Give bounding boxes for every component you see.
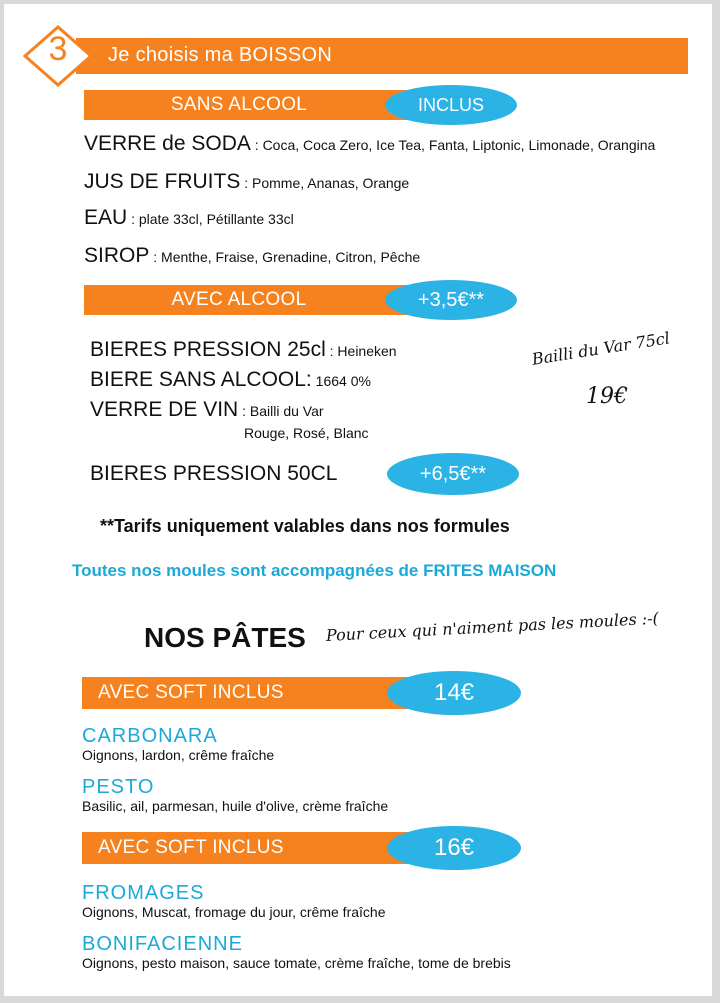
pates-group2-price: 16€ (387, 826, 521, 870)
item-name: SIROP (84, 244, 150, 267)
section-number: 3 (48, 30, 68, 68)
pasta-desc: Oignons, Muscat, fromage du jour, crême fraîche (82, 904, 386, 920)
item-desc: : Coca, Coca Zero, Ice Tea, Fanta, Liptonic, Limonade, Orangina (250, 137, 656, 153)
avec-alcool-item-1 (90, 338, 397, 362)
item-name: VERRE DE VIN (90, 398, 239, 421)
pasta-name: CARBONARA (82, 725, 218, 747)
item-name: VERRE de SODA (84, 132, 251, 155)
item-name: BIERE SANS ALCOOL: (90, 368, 312, 391)
item-desc: : Bailli du Var (238, 403, 324, 419)
avec-alcool-badge: +3,5€** (385, 280, 517, 320)
extra-item: BIERES PRESSION 50CL (90, 462, 338, 485)
pates-group1-price: 14€ (387, 671, 521, 715)
section-title: Je choisis ma BOISSON (108, 44, 333, 66)
item-desc: : Heineken (325, 343, 397, 359)
sans-alcool-item-2 (84, 170, 409, 194)
pasta-name: PESTO (82, 776, 155, 798)
pasta-name: BONIFACIENNE (82, 933, 243, 955)
pasta-desc: Oignons, lardon, crême fraîche (82, 747, 275, 763)
pates-handwritten: Pour ceux qui n'aiment pas les moules :-( (325, 608, 660, 645)
pates-group2-label: AVEC SOFT INCLUS (98, 837, 284, 858)
item-desc: : plate 33cl, Pétillante 33cl (127, 211, 294, 227)
extra-badge: +6,5€** (387, 453, 519, 495)
footnote: **Tarifs uniquement valables dans nos formules (100, 516, 510, 536)
item-name: BIERES PRESSION 25cl (90, 338, 326, 361)
sans-alcool-item-4 (84, 244, 420, 268)
item-desc: : Pomme, Ananas, Orange (240, 175, 410, 191)
sans-alcool-badge: INCLUS (385, 85, 517, 125)
sans-alcool-label: SANS ALCOOL (170, 94, 308, 115)
avec-alcool-label: AVEC ALCOOL (171, 289, 307, 310)
menu-page (4, 4, 712, 996)
pates-group1-label: AVEC SOFT INCLUS (98, 682, 284, 703)
wine-colors: Rouge, Rosé, Blanc (244, 425, 369, 441)
side-price: 19€ (586, 384, 628, 409)
moules-note: Toutes nos moules sont accompagnées de FRITES MAISON (72, 561, 557, 580)
pasta-desc: Basilic, ail, parmesan, huile d'olive, crème fraîche (82, 798, 389, 814)
side-note: Bailli du Var 75cl (530, 328, 672, 369)
item-name: EAU (84, 206, 128, 229)
item-desc: 1664 0% (311, 373, 371, 389)
item-name: JUS DE FRUITS (84, 170, 241, 193)
sans-alcool-item-3 (84, 206, 294, 230)
sans-alcool-item-1 (84, 132, 655, 156)
item-desc: : Menthe, Fraise, Grenadine, Citron, Pêche (149, 249, 421, 265)
pates-title: NOS PÂTES (144, 622, 306, 653)
avec-alcool-item-3 (90, 398, 324, 422)
avec-alcool-item-2 (90, 368, 371, 392)
pasta-name: FROMAGES (82, 882, 205, 904)
pasta-desc: Oignons, pesto maison, sauce tomate, crème fraîche, tome de brebis (82, 955, 511, 971)
